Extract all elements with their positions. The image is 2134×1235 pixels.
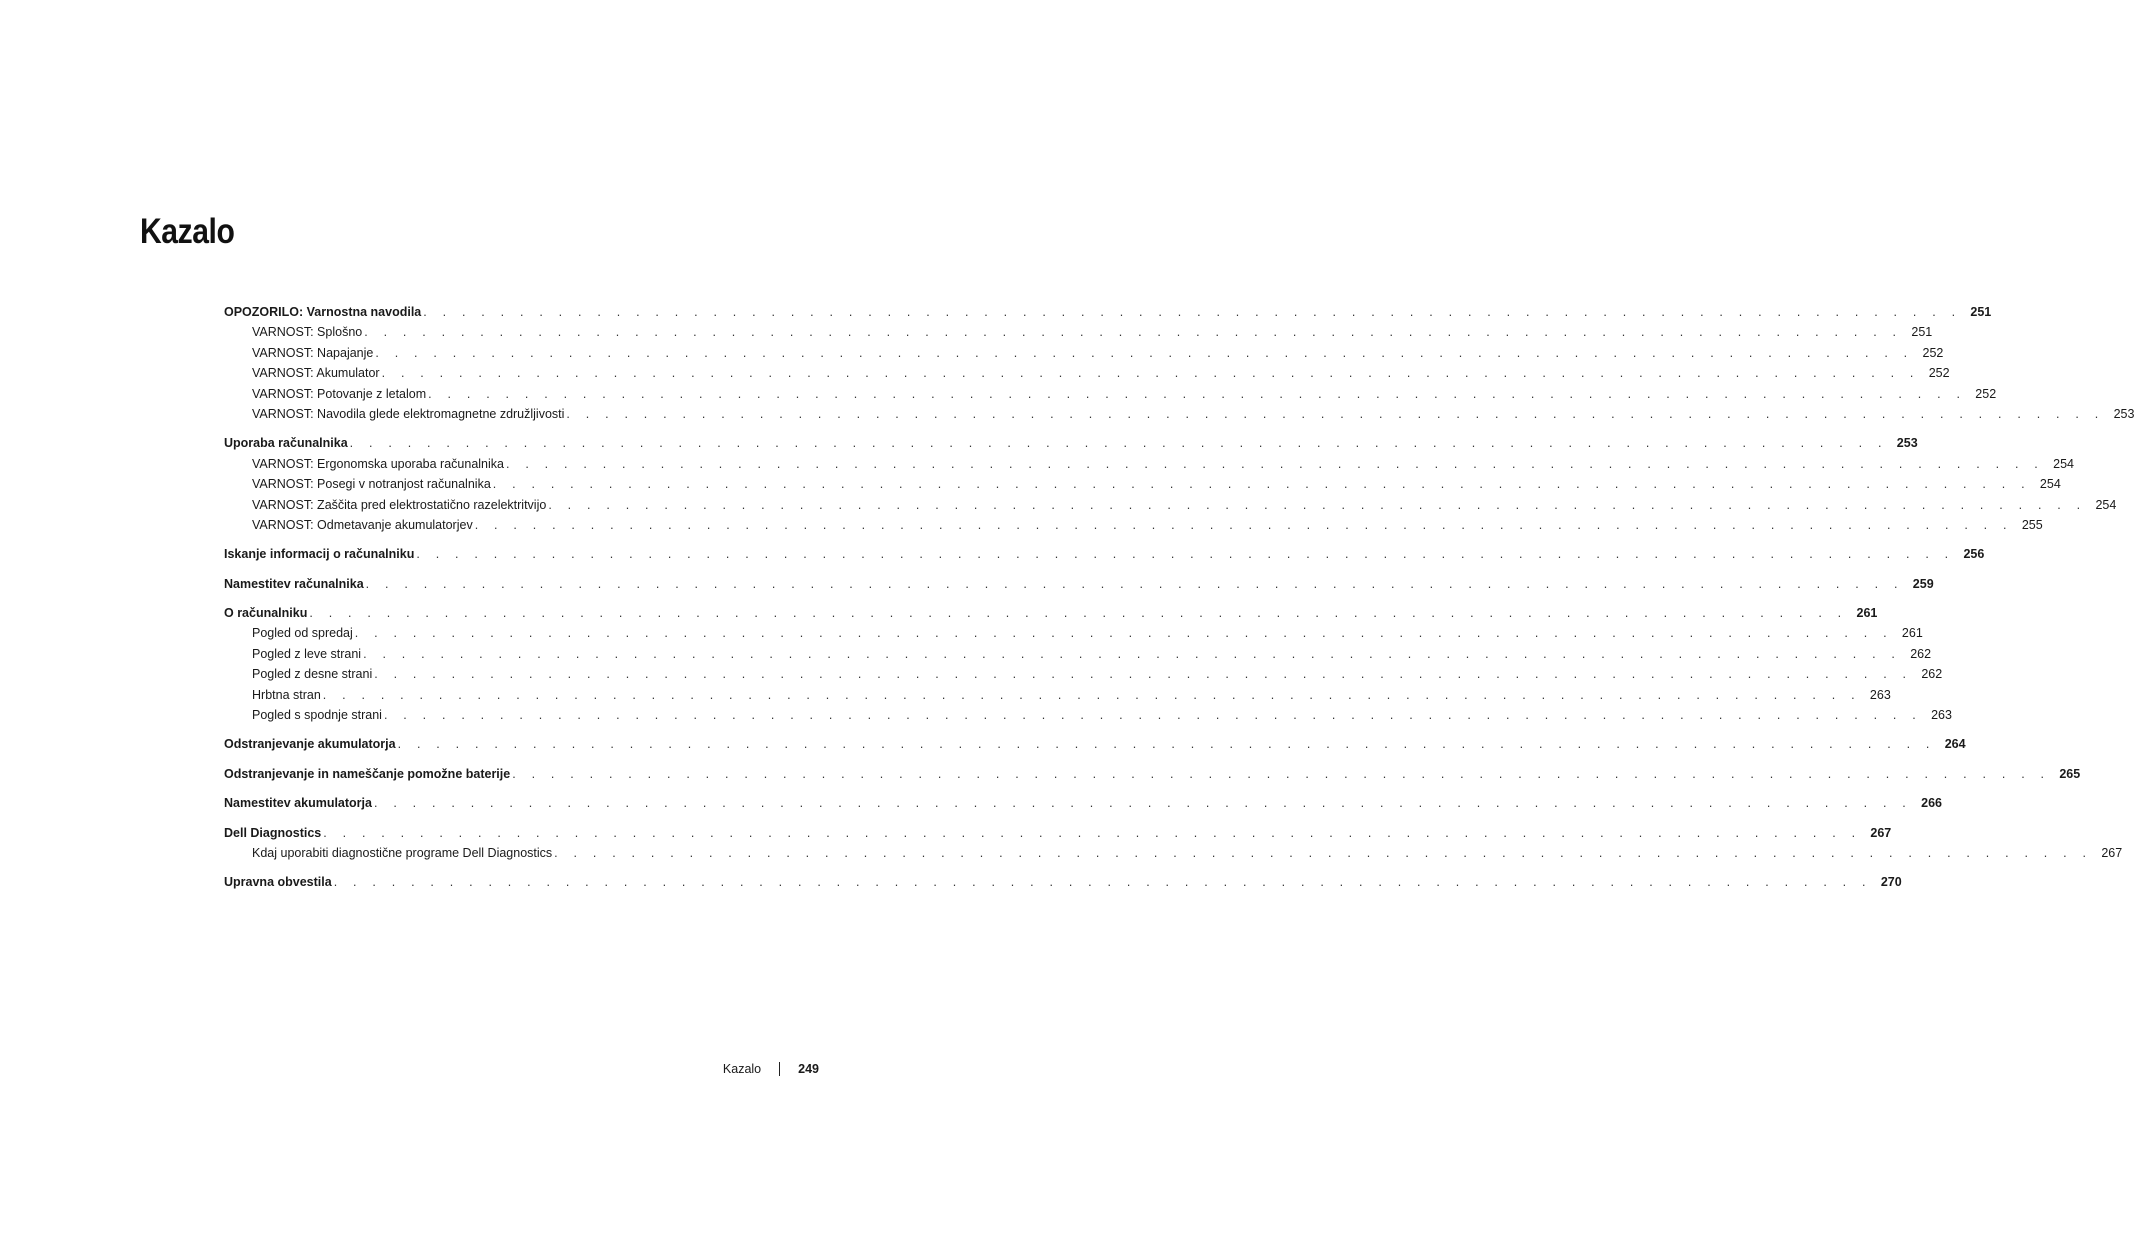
toc-group xyxy=(224,544,1985,564)
toc-page-number: 251 xyxy=(1970,305,1992,319)
toc-subentry[interactable] xyxy=(224,322,1933,342)
toc-entry-label: VARNOST: Zaščita pred elektrostatično razelektritvijo xyxy=(252,497,547,512)
toc-subentry[interactable] xyxy=(224,454,2074,474)
toc-page-number: 266 xyxy=(1921,796,1942,811)
toc-subentry[interactable] xyxy=(224,623,1923,643)
dot-leader: . . . . . . . . . . . . . . . . . . . . . . . . . . . . . . . . . . . . . . . . . . . . . . . . . . . . . . . . . . . . . . . . . . . . . . . . . . . . . . . . xyxy=(397,737,1936,752)
toc-entry-label: OPOZORILO: Varnostna navodila xyxy=(224,305,422,319)
dot-leader: . . . . . . . . . . . . . . . . . . . . . . . . . . . . . . . . . . . . . . . . . . . . . . . . . . . . . . . . . . . . . . . . . . . . . . . . . . . . . . . . xyxy=(474,517,2013,532)
dot-leader: . . . . . . . . . . . . . . . . . . . . . . . . . . . . . . . . . . . . . . . . . . . . . . . . . . . . . . . . . . . . . . . . . . . . . . . . . . . . . . . . xyxy=(365,576,1904,591)
toc-subentry[interactable] xyxy=(224,474,2061,494)
dot-leader: . . . . . . . . . . . . . . . . . . . . . . . . . . . . . . . . . . . . . . . . . . . . . . . . . . . . . . . . . . . . . . . . . . . . . . . . . . . . . . . . xyxy=(512,766,2051,781)
toc-group xyxy=(224,872,1902,892)
toc-subentry[interactable] xyxy=(224,705,1952,725)
toc-page-number: 265 xyxy=(2059,766,2081,781)
toc-page-number: 264 xyxy=(1944,737,1966,752)
toc-subentry[interactable] xyxy=(224,363,1950,383)
toc-group xyxy=(224,302,2134,424)
toc-subentry[interactable] xyxy=(224,843,2123,863)
dot-leader: . . . . . . . . . . . . . . . . . . . . . . . . . . . . . . . . . . . . . . . . . . . . . . . . . . . . . . . . . . . . . . . . . . . . . . . . . . . . . . . . xyxy=(383,708,1922,723)
dot-leader: . . . . . . . . . . . . . . . . . . . . . . . . . . . . . . . . . . . . . . . . . . . . . . . . . . . . . . . . . . . . . . . . . . . . . . . . . . . . . . . . xyxy=(323,825,1862,840)
toc-entry-label: VARNOST: Posegi v notranjost računalnika xyxy=(252,477,491,492)
toc-entry[interactable] xyxy=(224,302,1992,322)
toc-entry-label: Uporaba računalnika xyxy=(224,436,348,451)
toc-entry-label: Pogled s spodnje strani xyxy=(252,708,382,723)
dot-leader: . . . . . . . . . . . . . . . . . . . . . . . . . . . . . . . . . . . . . . . . . . . . . . . . . . . . . . . . . . . . . . . . . . . . . . . . . . . . . . . . xyxy=(381,366,1920,381)
toc-entry[interactable] xyxy=(224,764,2081,784)
toc-group xyxy=(224,793,1942,813)
toc-page-number: 256 xyxy=(1963,547,1985,562)
toc-page-number: 270 xyxy=(1880,875,1902,890)
dot-leader: . . . . . . . . . . . . . . . . . . . . . . . . . . . . . . . . . . . . . . . . . . . . . . . . . . . . . . . . . . . . . . . . . . . . . . . . . . . . . . . . xyxy=(349,436,1888,451)
toc-entry[interactable] xyxy=(224,793,1942,813)
dot-leader: . . . . . . . . . . . . . . . . . . . . . . . . . . . . . . . . . . . . . . . . . . . . . . . . . . . . . . . . . . . . . . . . . . . . . . . . . . . . . . . . xyxy=(375,345,1914,360)
toc-page-number: 259 xyxy=(1912,576,1934,591)
toc-page-number: 253 xyxy=(1896,436,1918,451)
dot-leader: . . . . . . . . . . . . . . . . . . . . . . . . . . . . . . . . . . . . . . . . . . . . . . . . . . . . . . . . . . . . . . . . . . . . . . . . . . . . . . . . xyxy=(505,456,2044,471)
toc-entry-label: Upravna obvestila xyxy=(224,875,332,890)
toc-page-number: 263 xyxy=(1869,687,1891,702)
toc-page-number: 253 xyxy=(2113,406,2134,421)
toc-entry-label: VARNOST: Odmetavanje akumulatorjev xyxy=(252,517,473,532)
toc-entry[interactable] xyxy=(224,574,1934,594)
toc-subentry[interactable] xyxy=(224,515,2043,535)
toc-page-number: 267 xyxy=(2101,845,2123,860)
dot-leader: . . . . . . . . . . . . . . . . . . . . . . . . . . . . . . . . . . . . . . . . . . . . . . . . . . . . . . . . . . . . . . . . . . . . . . . . . . . . . . . . xyxy=(333,875,1872,890)
toc-subentry[interactable] xyxy=(224,685,1891,705)
toc-subentry[interactable] xyxy=(224,384,1997,404)
dot-leader: . . . . . . . . . . . . . . . . . . . . . . . . . . . . . . . . . . . . . . . . . . . . . . . . . . . . . . . . . . . . . . . . . . . . . . . . . . . . . . . . xyxy=(354,626,1893,641)
page-footer xyxy=(723,1062,819,1076)
toc-entry-label: Iskanje informacij o računalniku xyxy=(224,547,415,562)
toc-entry-label: Odstranjevanje akumulatorja xyxy=(224,737,396,752)
toc-group xyxy=(224,433,2117,535)
toc-group xyxy=(224,734,1966,754)
toc-page-number: 254 xyxy=(2039,477,2061,492)
toc-entry-label: VARNOST: Napajanje xyxy=(252,345,374,360)
toc-page-number: 261 xyxy=(1856,606,1878,621)
toc-subentry[interactable] xyxy=(224,644,1932,664)
dot-leader: . . . . . . . . . . . . . . . . . . . . . . . . . . . . . . . . . . . . . . . . . . . . . . . . . . . . . . . . . . . . . . . . . . . . . . . . . . . . . . . . xyxy=(554,845,2093,860)
toc-page-number: 267 xyxy=(1870,825,1892,840)
dot-leader: . . . . . . . . . . . . . . . . . . . . . . . . . . . . . . . . . . . . . . . . . . . . . . . . . . . . . . . . . . . . . . . . . . . . . . . . . . . . . . . . xyxy=(363,646,1902,661)
toc-group xyxy=(224,574,1934,594)
toc-entry[interactable] xyxy=(224,823,1892,843)
toc-subentry[interactable] xyxy=(224,664,1943,684)
toc-entry-label: Pogled z leve strani xyxy=(252,646,362,661)
dot-leader: . . . . . . . . . . . . . . . . . . . . . . . . . . . . . . . . . . . . . . . . . . . . . . . . . . . . . . . . . . . . . . . . . . . . . . . . . . . . . . . . xyxy=(423,305,1962,319)
toc-page-number: 252 xyxy=(1928,366,1950,381)
toc-entry-label: Namestitev računalnika xyxy=(224,576,364,591)
toc-entry-label: VARNOST: Akumulator xyxy=(252,366,380,381)
footer-divider xyxy=(779,1062,780,1076)
dot-leader: . . . . . . . . . . . . . . . . . . . . . . . . . . . . . . . . . . . . . . . . . . . . . . . . . . . . . . . . . . . . . . . . . . . . . . . . . . . . . . . . xyxy=(322,687,1861,702)
toc-subentry[interactable] xyxy=(224,495,2117,515)
dot-leader: . . . . . . . . . . . . . . . . . . . . . . . . . . . . . . . . . . . . . . . . . . . . . . . . . . . . . . . . . . . . . . . . . . . . . . . . . . . . . . . . xyxy=(548,497,2087,512)
toc-entry[interactable] xyxy=(224,603,1878,623)
dot-leader: . . . . . . . . . . . . . . . . . . . . . . . . . . . . . . . . . . . . . . . . . . . . . . . . . . . . . . . . . . . . . . . . . . . . . . . . . . . . . . . . xyxy=(374,667,1913,682)
toc-page-number: 262 xyxy=(1921,667,1943,682)
toc-entry[interactable] xyxy=(224,544,1985,564)
dot-leader: . . . . . . . . . . . . . . . . . . . . . . . . . . . . . . . . . . . . . . . . . . . . . . . . . . . . . . . . . . . . . . . . . . . . . . . . . . . . . . . . xyxy=(492,477,2031,492)
toc-group xyxy=(224,603,1952,725)
table-of-contents xyxy=(224,302,2134,902)
toc-entry-label: O računalniku xyxy=(224,606,308,621)
toc-page-number: 252 xyxy=(1922,345,1944,360)
toc-entry-label: VARNOST: Ergonomska uporaba računalnika xyxy=(252,456,504,471)
toc-entry-label: Odstranjevanje in nameščanje pomožne baterije xyxy=(224,766,511,781)
toc-entry-label: Namestitev akumulatorja xyxy=(224,796,372,811)
toc-page-number: 261 xyxy=(1901,626,1923,641)
dot-leader: . . . . . . . . . . . . . . . . . . . . . . . . . . . . . . . . . . . . . . . . . . . . . . . . . . . . . . . . . . . . . . . . . . . . . . . . . . . . . . . . xyxy=(373,796,1912,811)
toc-subentry[interactable] xyxy=(224,343,1944,363)
toc-entry[interactable] xyxy=(224,433,1918,453)
toc-entry[interactable] xyxy=(224,872,1902,892)
toc-page-number: 255 xyxy=(2021,517,2043,532)
page-title: Kazalo xyxy=(140,212,235,251)
toc-entry-label: Pogled z desne strani xyxy=(252,667,373,682)
toc-entry-label: Dell Diagnostics xyxy=(224,825,322,840)
toc-page-number: 252 xyxy=(1975,386,1997,401)
toc-group xyxy=(224,764,2081,784)
dot-leader: . . . . . . . . . . . . . . . . . . . . . . . . . . . . . . . . . . . . . . . . . . . . . . . . . . . . . . . . . . . . . . . . . . . . . . . . . . . . . . . . xyxy=(364,325,1903,340)
dot-leader: . . . . . . . . . . . . . . . . . . . . . . . . . . . . . . . . . . . . . . . . . . . . . . . . . . . . . . . . . . . . . . . . . . . . . . . . . . . . . . . . xyxy=(309,606,1848,621)
footer-section-label: Kazalo xyxy=(722,1062,762,1076)
toc-page-number: 251 xyxy=(1911,325,1933,340)
dot-leader: . . . . . . . . . . . . . . . . . . . . . . . . . . . . . . . . . . . . . . . . . . . . . . . . . . . . . . . . . . . . . . . . . . . . . . . . . . . . . . . . xyxy=(428,386,1967,401)
toc-page-number: 263 xyxy=(1931,708,1952,723)
toc-entry[interactable] xyxy=(224,734,1966,754)
toc-entry-label: VARNOST: Navodila glede elektromagnetne združljivosti xyxy=(252,406,565,421)
dot-leader: . . . . . . . . . . . . . . . . . . . . . . . . . . . . . . . . . . . . . . . . . . . . . . . . . . . . . . . . . . . . . . . . . . . . . . . . . . . . . . . . xyxy=(416,547,1955,562)
footer-page-number: 249 xyxy=(798,1062,819,1076)
toc-page-number: 262 xyxy=(1910,646,1932,661)
toc-group xyxy=(224,823,2123,864)
toc-subentry[interactable] xyxy=(224,404,2134,424)
toc-entry-label: VARNOST: Potovanje z letalom xyxy=(252,386,427,401)
toc-page-number: 254 xyxy=(2053,456,2074,471)
toc-entry-label: Pogled od spredaj xyxy=(252,626,353,641)
toc-entry-label: VARNOST: Splošno xyxy=(252,325,363,340)
toc-page-number: 254 xyxy=(2095,497,2117,512)
toc-entry-label: Hrbtna stran xyxy=(252,687,321,702)
toc-entry-label: Kdaj uporabiti diagnostične programe Dell Diagnostics xyxy=(252,845,553,860)
dot-leader: . . . . . . . . . . . . . . . . . . . . . . . . . . . . . . . . . . . . . . . . . . . . . . . . . . . . . . . . . . . . . . . . . . . . . . . . . . . . . . . . xyxy=(566,406,2105,421)
